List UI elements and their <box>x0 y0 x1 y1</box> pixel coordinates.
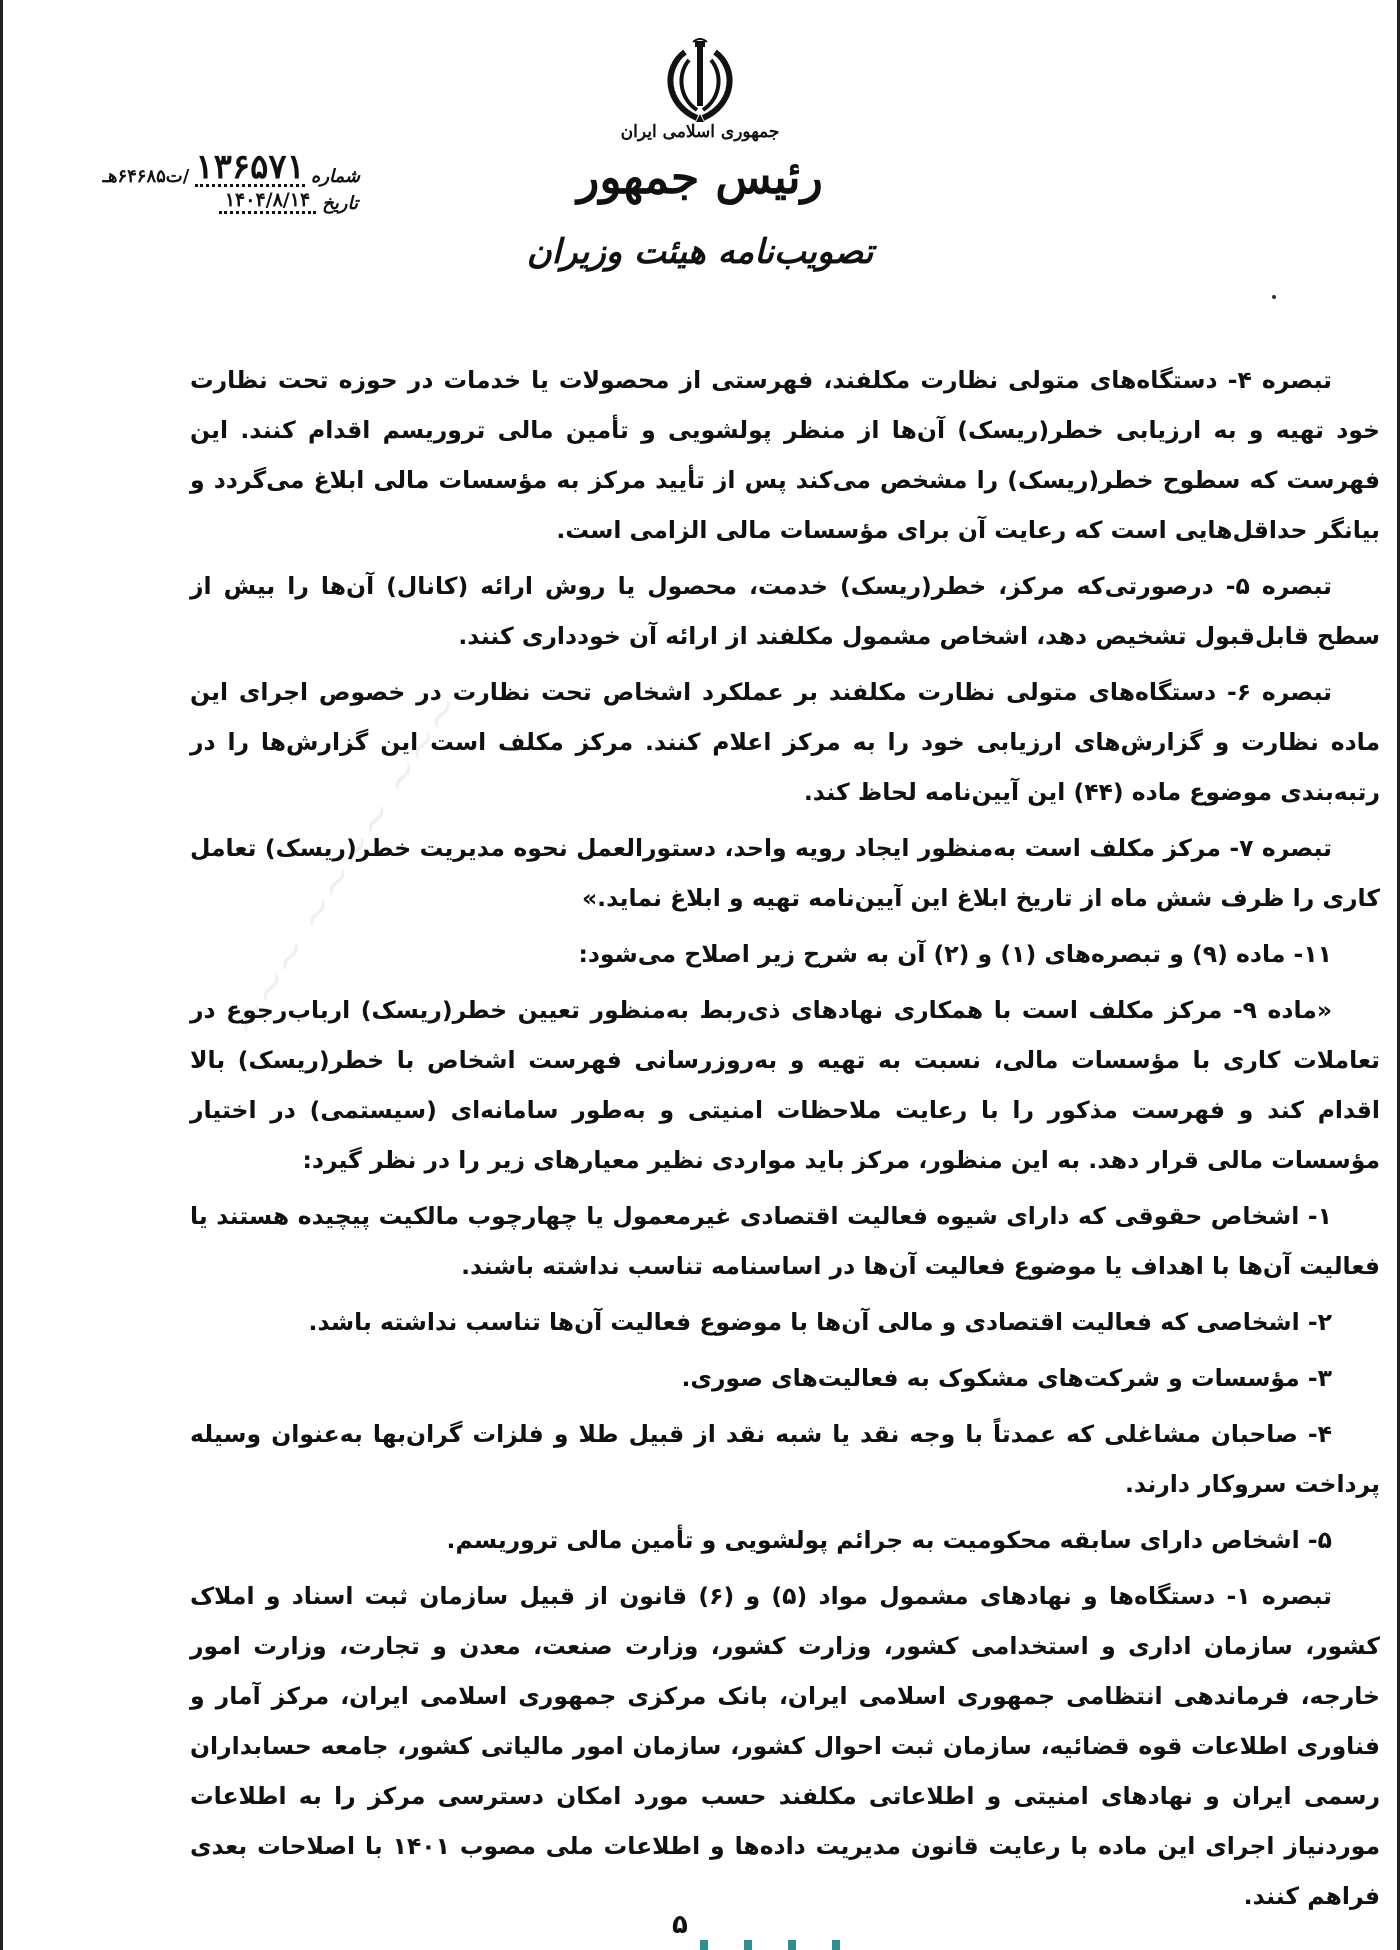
document-date: ۱۴۰۴/۸/۱۴ <box>219 189 316 214</box>
republic-name: جمهوری اسلامی ایران <box>620 122 780 142</box>
paragraph-article-9: «ماده ۹- مرکز مکلف است با همکاری نهادهای ذی‌ربط به‌منظور تعیین خطر(ریسک) ارباب‌رجوع در تعاملات کاری با مؤسسات مالی، نسبت به تهیه و به‌روزرسانی فهرست اشخاص با خطر(ریسک) بالا اقدام کند و فهرست مذکور را با رعایت ملاحظات امنیتی و به‌طور سامانه‌ای (سیستمی) در اختیار مؤسسات مالی قرار دهد. به این منظور، مرکز باید مواردی نظیر معیارهای زیر را در نظر گیرد: <box>190 996 1380 1174</box>
office-title: رئیس جمهور <box>577 150 823 204</box>
criteria-item-3: ۳- مؤسسات و شرکت‌های مشکوک به فعالیت‌های صوری. <box>681 1364 1332 1392</box>
iran-emblem-icon <box>655 38 745 128</box>
document-type: تصویب‌نامه هیئت وزیران <box>526 232 874 272</box>
document-number-suffix: /ت۶۴۶۸۵هـ <box>102 166 190 187</box>
document-body <box>190 355 1380 1927</box>
logo-mark <box>744 1940 752 1950</box>
criteria-item-5: ۵- اشخاص دارای سابقه محکومیت به جرائم پولشویی و تأمین مالی تروریسم. <box>446 1526 1332 1554</box>
document-number: ۱۳۶۵۷۱ <box>195 147 305 187</box>
logo-mark <box>788 1940 796 1950</box>
watermark: ~~~ ~~~~ ~~~ <box>219 684 474 1048</box>
criteria-item-1: ۱- اشخاص حقوقی که دارای شیوه فعالیت اقتصادی غیرمعمول یا چهارچوب مالکیت پیچیده هستند یا فعالیت آن‌ها با اهداف یا موضوع فعالیت آن‌ها در اساسنامه تناسب نداشته باشند. <box>190 1202 1380 1280</box>
number-row <box>30 147 360 187</box>
criteria-item-4: ۴- صاحبان مشاغلی که عمدتاً با وجه نقد یا شبه نقد از قبیل طلا و فلزات گران‌بها به‌عنوان وسیله پرداخت سروکار دارند. <box>190 1420 1380 1498</box>
criteria-item-2: ۲- اشخاصی که فعالیت اقتصادی و مالی آن‌ها با موضوع فعالیت آن‌ها تناسب نداشته باشد. <box>308 1308 1332 1336</box>
scan-dot <box>1272 295 1276 299</box>
paragraph-note-1: تبصره ۱- دستگاه‌ها و نهادهای مشمول مواد (۵) و (۶) قانون از قبیل سازمان ثبت اسناد و املاک کشور، سازمان اداری و استخدامی کشور، وزارت کشور، وزارت صنعت، معدن و تجارت، وزارت امور خارجه، فرماندهی انتظامی جمهوری اسلامی ایران، بانک مرکزی جمهوری اسلامی ایران، مرکز آمار و فناوری اطلاعات قوه قضائیه، سازمان ثبت احوال کشور، سازمان امور مالیاتی کشور، جامعه حسابداران رسمی ایران و نهادهای امنیتی و اطلاعاتی مکلفند حسب مورد امکان دسترسی مرکز را به اطلاعات موردنیاز اجرای این ماده با رعایت قانون مدیریت داده‌ها و اطلاعات ملی مصوب ۱۴۰۱ با اصلاحات بعدی فراهم کنند. <box>190 1582 1381 1910</box>
page-number: ۵ <box>672 1910 688 1940</box>
page-border-left <box>0 0 3 1950</box>
logo-mark <box>832 1940 840 1950</box>
footer-logo-fragment <box>700 1940 840 1950</box>
paragraph-note-5: تبصره ۵- درصورتی‌که مرکز، خطر(ریسک) خدمت، محصول یا روش ارائه (کانال) آن‌ها را بیش از سطح قابل‌قبول تشخیص دهد، اشخاص مشمول مکلفند از ارائه آن خودداری کنند. <box>190 572 1380 650</box>
paragraph-note-7: تبصره ۷- مرکز مکلف است به‌منظور ایجاد رویه واحد، دستورالعمل نحوه مدیریت خطر(ریسک) تعامل کاری را ظرف شش ماه از تاریخ ابلاغ این آیین‌نامه تهیه و ابلاغ نماید.» <box>190 834 1380 912</box>
logo-mark <box>700 1940 708 1950</box>
number-label: شماره <box>310 166 360 187</box>
date-row <box>30 189 360 214</box>
document-meta <box>30 147 360 214</box>
paragraph-clause-11: ۱۱- ماده (۹) و تبصره‌های (۱) و (۲) آن به شرح زیر اصلاح می‌شود: <box>578 940 1332 968</box>
paragraph-note-4: تبصره ۴- دستگاه‌های متولی نظارت مکلفند، فهرستی از محصولات یا خدمات در حوزه تحت نظارت خود تهیه و به ارزیابی خطر(ریسک) آن‌ها از منظر پولشویی و تأمین مالی تروریسم اقدام کنند. این فهرست که سطوح خطر(ریسک) را مشخص می‌کند پس از تأیید مرکز به مؤسسات مالی ابلاغ می‌گردد و بیانگر حداقل‌هایی است که رعایت آن برای مؤسسات مالی الزامی است. <box>190 366 1380 544</box>
date-label: تاریخ <box>322 193 358 214</box>
paragraph-note-6: تبصره ۶- دستگاه‌های متولی نظارت مکلفند بر عملکرد اشخاص تحت نظارت در خصوص اجرای این ماده نظارت و گزارش‌های ارزیابی خود را به مرکز اعلام کنند. مرکز مکلف است این گزارش‌ها را در رتبه‌بندی موضوع ماده (۴۴) این آیین‌نامه لحاظ کند. <box>190 678 1380 806</box>
